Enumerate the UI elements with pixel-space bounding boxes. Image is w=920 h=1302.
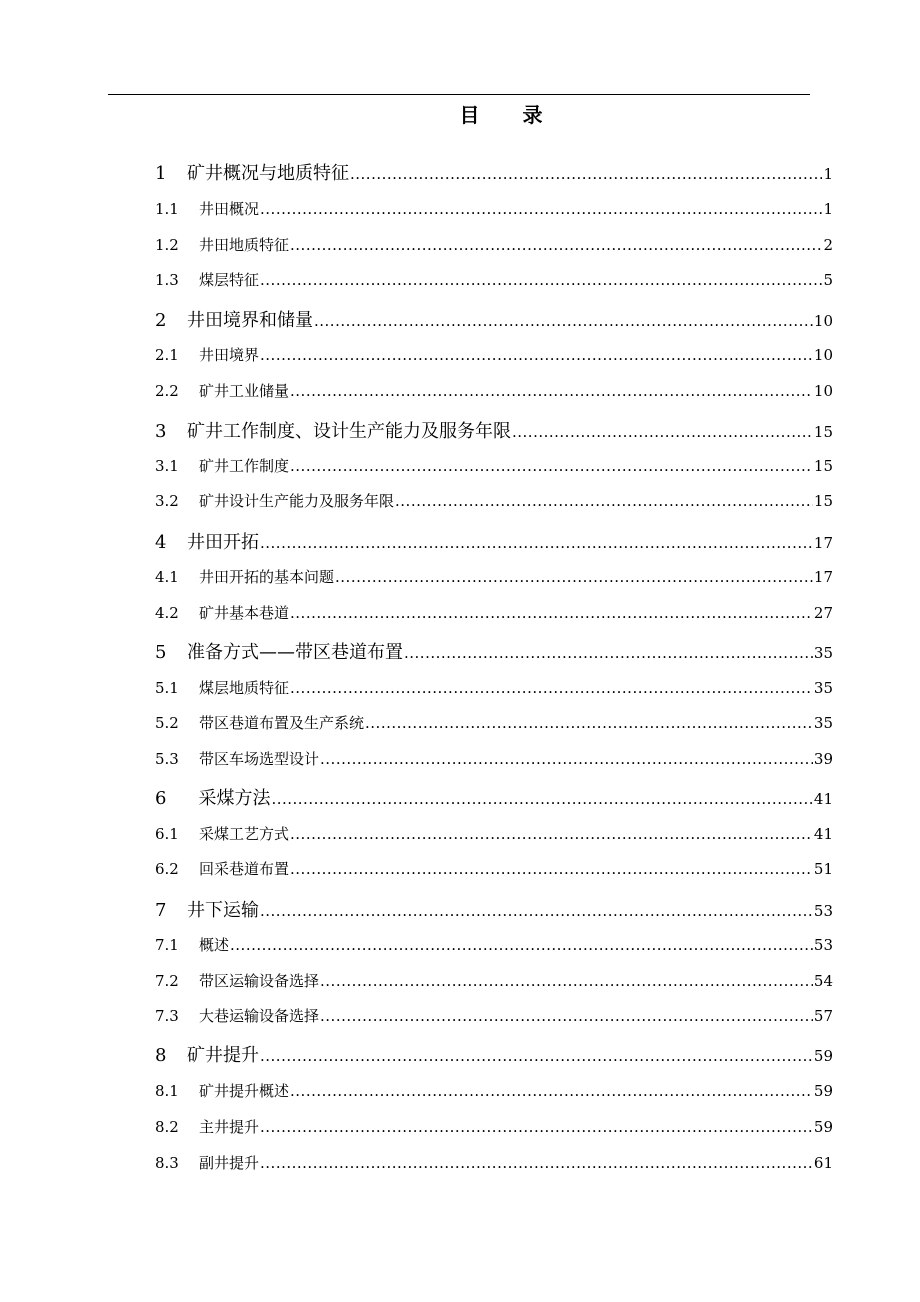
toc-entry-label: 矿井工作制度、设计生产能力及服务年限 [187,421,511,442]
toc-entry-number: 2 [155,310,167,331]
toc-section-entry[interactable] [155,455,833,476]
toc-entry-label: 井田境界和储量 [187,310,313,331]
toc-entry-number: 1.1 [155,200,179,218]
toc-section-entry[interactable] [155,823,833,844]
toc-entry-label: 矿井设计生产能力及服务年限 [199,492,395,510]
toc-entry-number: 3.2 [155,492,179,510]
toc-entry-page-number: 15 [813,457,833,475]
toc-entry-number: 8.1 [155,1082,179,1100]
toc-entry-label: 矿井提升 [187,1045,259,1066]
toc-section-entry[interactable] [155,1005,833,1026]
toc-section-entry[interactable] [155,970,833,991]
toc-dot-leader [320,750,813,768]
toc-entry-number: 1.3 [155,271,179,289]
toc-entry-number: 1.2 [155,236,179,254]
toc-entry-label: 井田概况 [199,200,260,218]
toc-section-entry[interactable] [155,490,833,511]
toc-entry-page-number: 59 [813,1047,833,1065]
toc-dot-leader [260,346,813,364]
toc-entry-label: 主井提升 [199,1118,260,1136]
toc-entry-label: 准备方式——带区巷道布置 [187,642,403,663]
toc-dot-leader [320,972,813,990]
toc-chapter-entry[interactable] [155,1041,833,1067]
toc-chapter-entry[interactable] [155,417,833,443]
toc-entry-label: 煤层地质特征 [199,679,290,697]
toc-dot-leader [290,382,813,400]
toc-entry-number: 7.1 [155,936,179,954]
toc-entry-page-number: 61 [813,1154,833,1172]
toc-entry-label: 煤层特征 [199,271,260,289]
toc-entry-number: 6.2 [155,860,179,878]
toc-entry-page-number: 59 [813,1118,833,1136]
toc-entry-page-number: 53 [813,936,833,954]
toc-entry-page-number: 35 [813,679,833,697]
toc-chapter-entry[interactable] [155,784,833,810]
toc-entry-page-number: 5 [823,271,833,289]
toc-entry-label: 井田地质特征 [199,236,290,254]
toc-dot-leader [260,271,822,289]
toc-entry-number: 8 [155,1045,167,1066]
toc-entry-page-number: 59 [813,1082,833,1100]
toc-entry-page-number: 1 [823,200,833,218]
toc-entry-page-number: 41 [813,825,833,843]
toc-dot-leader [290,1082,813,1100]
toc-dot-leader [404,644,813,662]
toc-entry-number: 7.3 [155,1007,179,1025]
toc-section-entry[interactable] [155,602,833,623]
toc-dot-leader [290,604,813,622]
toc-section-entry[interactable] [155,1152,833,1173]
toc-title: 目 录 [459,103,561,127]
toc-dot-leader [260,534,813,552]
toc-entry-label: 井田境界 [199,346,260,364]
toc-entry-number: 7 [155,900,167,921]
toc-dot-leader [290,825,813,843]
toc-section-entry[interactable] [155,748,833,769]
toc-dot-leader [260,200,822,218]
toc-entry-label: 回采巷道布置 [199,860,290,878]
toc-entry-page-number: 15 [813,492,833,510]
toc-entry-number: 4 [155,532,167,553]
toc-entry-label: 井田开拓的基本问题 [199,568,335,586]
toc-entry-label: 矿井工业储量 [199,382,290,400]
toc-entry-page-number: 53 [813,902,833,920]
toc-entry-page-number: 39 [813,750,833,768]
toc-entry-page-number: 1 [823,165,833,183]
toc-entry-number: 2.1 [155,346,179,364]
toc-entry-number: 2.2 [155,382,179,400]
toc-entry-label: 大巷运输设备选择 [199,1007,320,1025]
toc-entry-page-number: 54 [813,972,833,990]
toc-dot-leader [230,936,813,954]
toc-entry-page-number: 17 [813,568,833,586]
toc-entry-number: 8.3 [155,1154,179,1172]
toc-entry-page-number: 10 [813,312,833,330]
toc-entry-number: 4.1 [155,568,179,586]
toc-entry-page-number: 15 [813,423,833,441]
toc-section-entry[interactable] [155,1080,833,1101]
toc-entry-label: 矿井基本巷道 [199,604,290,622]
toc-entry-number: 4.2 [155,604,179,622]
toc-chapter-entry[interactable] [155,306,833,332]
toc-section-entry[interactable] [155,934,833,955]
toc-entry-number: 6 [155,788,167,809]
toc-dot-leader [365,714,813,732]
toc-entry-number: 5.3 [155,750,179,768]
toc-chapter-entry[interactable] [155,528,833,554]
toc-dot-leader [290,679,813,697]
toc-entry-number: 6.1 [155,825,179,843]
toc-section-entry[interactable] [155,712,833,733]
toc-entry-number: 1 [155,163,167,184]
toc-dot-leader [335,568,813,586]
toc-entry-label: 概述 [199,936,230,954]
toc-entry-number: 3.1 [155,457,179,475]
toc-dot-leader [260,1047,813,1065]
toc-entry-number: 5.2 [155,714,179,732]
toc-entry-label: 带区车场选型设计 [199,750,320,768]
toc-entry-label: 矿井概况与地质特征 [187,163,349,184]
toc-dot-leader [350,165,822,183]
toc-entry-label: 采煤方法 [187,788,271,809]
toc-entry-number: 5 [155,642,167,663]
toc-entry-page-number: 2 [823,236,833,254]
toc-dot-leader [314,312,813,330]
toc-section-entry[interactable] [155,677,833,698]
toc-section-entry[interactable] [155,198,833,219]
toc-entry-page-number: 27 [813,604,833,622]
toc-entry-label: 井田开拓 [187,532,259,553]
toc-section-entry[interactable] [155,1116,833,1137]
toc-entry-page-number: 35 [813,644,833,662]
toc-chapter-entry[interactable] [155,638,833,664]
toc-section-entry[interactable] [155,858,833,879]
toc-entry-page-number: 10 [813,382,833,400]
toc-entry-page-number: 17 [813,534,833,552]
toc-entry-label: 矿井工作制度 [199,457,290,475]
toc-entry-page-number: 57 [813,1007,833,1025]
toc-entry-page-number: 41 [813,790,833,808]
toc-entry-label: 井下运输 [187,900,259,921]
toc-section-entry[interactable] [155,344,833,365]
toc-entry-label: 带区巷道布置及生产系统 [199,714,365,732]
toc-section-entry[interactable] [155,566,833,587]
toc-section-entry[interactable] [155,234,833,255]
toc-entry-number: 8.2 [155,1118,179,1136]
toc-chapter-entry[interactable] [155,896,833,922]
toc-section-entry[interactable] [155,380,833,401]
toc-dot-leader [395,492,813,510]
toc-dot-leader [260,902,813,920]
toc-dot-leader [512,423,813,441]
toc-dot-leader [320,1007,813,1025]
toc-dot-leader [260,1154,813,1172]
toc-dot-leader [271,790,812,808]
toc-entry-label: 带区运输设备选择 [199,972,320,990]
toc-dot-leader [290,457,813,475]
toc-entry-label: 矿井提升概述 [199,1082,290,1100]
toc-entry-page-number: 51 [813,860,833,878]
toc-entry-number: 5.1 [155,679,179,697]
toc-chapter-entry[interactable] [155,159,833,185]
toc-entry-number: 7.2 [155,972,179,990]
toc-entry-page-number: 35 [813,714,833,732]
header-rule [108,94,810,95]
toc-entry-label: 采煤工艺方式 [199,825,290,843]
toc-dot-leader [260,1118,813,1136]
toc-dot-leader [290,236,822,254]
toc-entry-number: 3 [155,421,167,442]
toc-section-entry[interactable] [155,269,833,290]
toc-entry-label: 副井提升 [199,1154,260,1172]
toc-dot-leader [290,860,813,878]
toc-entry-page-number: 10 [813,346,833,364]
